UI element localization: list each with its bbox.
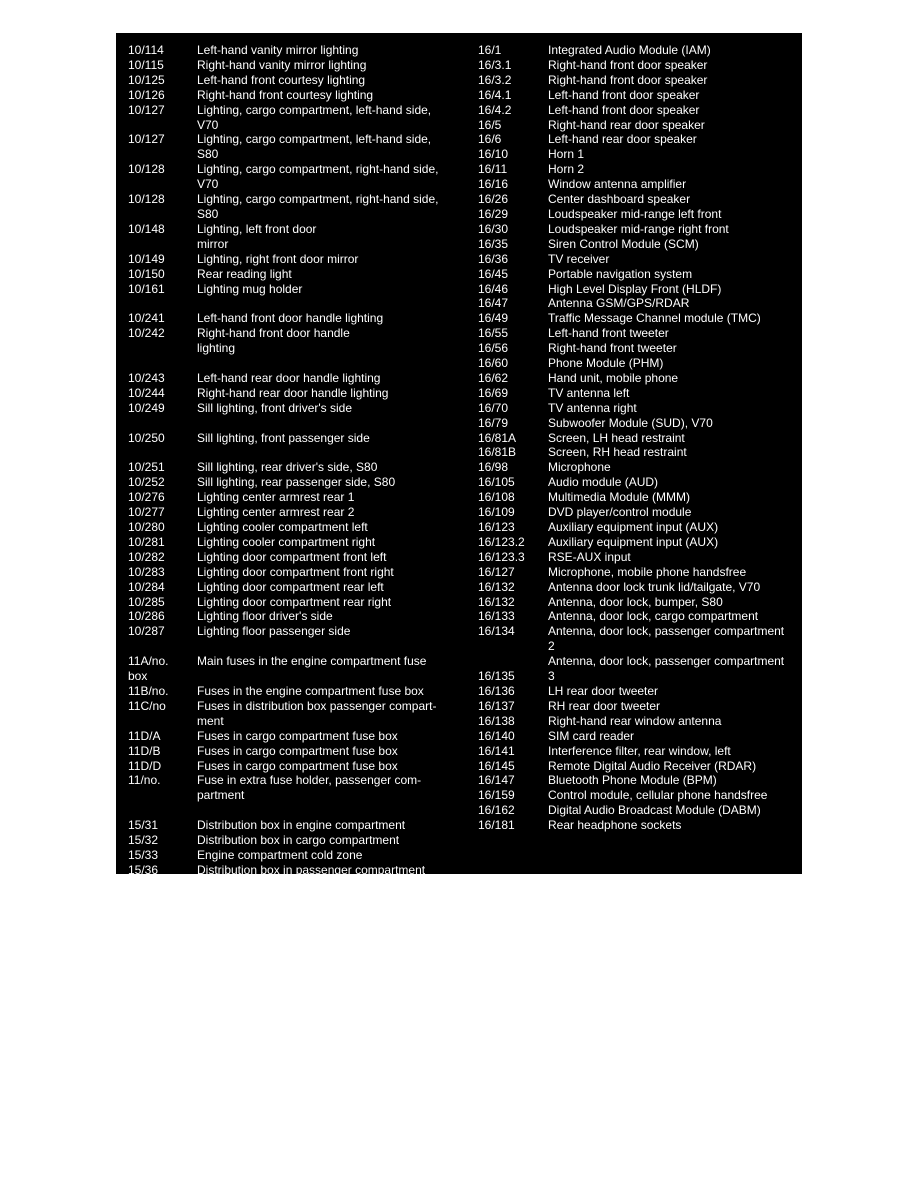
component-code: 16/181 bbox=[478, 818, 515, 833]
component-description: Lighting door compartment rear left bbox=[197, 579, 384, 594]
component-description: DVD player/control module bbox=[548, 505, 692, 520]
component-code: 16/5 bbox=[478, 117, 502, 132]
component-row bbox=[478, 341, 798, 356]
component-code: 16/145 bbox=[478, 758, 515, 773]
component-code: 16/56 bbox=[478, 341, 509, 356]
component-code: 10/114 bbox=[128, 43, 164, 57]
component-row bbox=[128, 43, 458, 58]
component-code: 10/280 bbox=[128, 520, 165, 534]
component-row bbox=[128, 773, 458, 818]
component-description: Antenna, door lock, bumper, S80 bbox=[548, 594, 723, 609]
component-description: Left-hand rear door speaker bbox=[548, 132, 697, 147]
component-row bbox=[478, 460, 798, 475]
component-row bbox=[478, 803, 798, 818]
component-description: Interference filter, rear window, left bbox=[548, 743, 731, 758]
component-description: Horn 2 bbox=[548, 162, 585, 177]
component-code: 16/36 bbox=[478, 251, 509, 266]
component-description: Lighting cooler compartment right bbox=[197, 534, 376, 549]
component-row bbox=[478, 535, 798, 550]
component-code: 10/243 bbox=[128, 370, 165, 385]
component-code: 10/125 bbox=[128, 72, 165, 87]
component-row bbox=[478, 326, 798, 341]
component-row bbox=[128, 818, 458, 833]
component-code: 10/127 bbox=[128, 102, 165, 117]
component-code: 16/60 bbox=[478, 356, 509, 371]
component-description: Lighting, cargo compartment, left-hand side, V70 bbox=[197, 102, 432, 132]
component-code: 10/287 bbox=[128, 624, 165, 639]
component-row bbox=[128, 550, 458, 565]
component-code: 15/31 bbox=[128, 818, 159, 833]
component-description: Remote Digital Audio Receiver (RDAR) bbox=[548, 758, 757, 773]
component-description: Antenna, door lock, cargo compartment bbox=[548, 609, 759, 624]
component-code: 16/6 bbox=[478, 132, 502, 147]
component-description: Lighting floor passenger side bbox=[197, 624, 351, 639]
component-description: Lighting center armrest rear 2 bbox=[197, 505, 355, 520]
component-code: 10/252 bbox=[128, 475, 165, 490]
component-row bbox=[478, 43, 798, 58]
component-code: 10/284 bbox=[128, 579, 165, 594]
component-row bbox=[128, 684, 458, 699]
component-code: 10/128 bbox=[128, 192, 165, 207]
component-description: Traffic Message Channel module (TMC) bbox=[548, 311, 761, 326]
component-row bbox=[128, 58, 458, 73]
component-code: 11C/no bbox=[128, 698, 166, 713]
component-code: 10/161 bbox=[128, 281, 165, 296]
component-description: Bluetooth Phone Module (BPM) bbox=[548, 773, 717, 788]
component-row bbox=[478, 58, 798, 73]
component-row bbox=[128, 535, 458, 550]
component-description: Microphone, mobile phone handsfree bbox=[548, 564, 747, 579]
component-description: Microphone bbox=[548, 460, 611, 475]
component-description: TV antenna right bbox=[548, 400, 637, 415]
component-row bbox=[478, 788, 798, 803]
component-row bbox=[478, 818, 798, 833]
component-row bbox=[128, 222, 458, 252]
component-row bbox=[478, 505, 798, 520]
component-code: 11A/no. box bbox=[128, 654, 169, 684]
component-code: 16/35 bbox=[478, 236, 509, 251]
component-code: 10/242 bbox=[128, 326, 165, 341]
component-code: 16/123.2 bbox=[478, 534, 525, 549]
component-description: Left-hand rear door handle lighting bbox=[197, 370, 381, 385]
component-row bbox=[128, 580, 458, 595]
component-row bbox=[128, 699, 458, 729]
component-row bbox=[478, 132, 798, 147]
component-code: 10/283 bbox=[128, 564, 165, 579]
component-code: 16/11 bbox=[478, 162, 508, 177]
component-code: 16/137 bbox=[478, 698, 515, 713]
component-row bbox=[128, 282, 458, 312]
component-description: Auxiliary equipment input (AUX) bbox=[548, 534, 719, 549]
component-description: LH rear door tweeter bbox=[548, 683, 659, 698]
component-description: Fuse in extra fuse holder, passenger com- partment bbox=[197, 773, 422, 803]
component-code: 16/1 bbox=[478, 43, 502, 57]
component-code: 11B/no. bbox=[128, 683, 169, 698]
component-row bbox=[478, 416, 798, 431]
component-description: Control module, cellular phone handsfree bbox=[548, 788, 768, 803]
component-description: Fuses in the engine compartment fuse box bbox=[197, 683, 424, 698]
component-row bbox=[478, 580, 798, 595]
component-code: 16/70 bbox=[478, 400, 509, 415]
component-code: 16/10 bbox=[478, 147, 509, 162]
component-code: 16/55 bbox=[478, 326, 509, 341]
component-row bbox=[478, 445, 798, 460]
component-code: 10/127 bbox=[128, 132, 165, 147]
component-code: 16/46 bbox=[478, 281, 509, 296]
component-description: RSE-AUX input bbox=[548, 549, 631, 564]
component-row bbox=[478, 431, 798, 446]
component-code: 16/109 bbox=[478, 505, 515, 520]
component-code: 10/150 bbox=[128, 266, 165, 281]
component-row bbox=[128, 833, 458, 848]
component-code: 16/127 bbox=[478, 564, 515, 579]
component-code: 11D/D bbox=[128, 758, 162, 773]
component-row bbox=[478, 207, 798, 222]
component-description: Distribution box in engine compartment bbox=[197, 818, 406, 833]
left-component-column bbox=[128, 43, 458, 878]
component-code: 16/29 bbox=[478, 206, 509, 221]
component-description: Auxiliary equipment input (AUX) bbox=[548, 520, 719, 534]
component-row bbox=[128, 490, 458, 505]
component-description: Sill lighting, front passenger side bbox=[197, 430, 370, 445]
component-description: Distribution box in passenger compartment bbox=[197, 862, 426, 877]
component-row bbox=[128, 565, 458, 580]
component-row bbox=[128, 624, 458, 654]
component-description: Right-hand front door handle lighting bbox=[197, 326, 350, 356]
component-code: 11/no. bbox=[128, 773, 161, 788]
component-row bbox=[128, 311, 458, 326]
component-code: 16/45 bbox=[478, 266, 509, 281]
component-code: 10/277 bbox=[128, 505, 165, 520]
component-row bbox=[128, 103, 458, 133]
component-description: Screen, RH head restraint bbox=[548, 445, 687, 460]
component-row bbox=[128, 759, 458, 774]
component-description: Phone Module (PHM) bbox=[548, 356, 664, 371]
component-description: Left-hand front courtesy lighting bbox=[197, 72, 366, 87]
component-description: Right-hand front courtesy lighting bbox=[197, 87, 374, 102]
component-row bbox=[478, 759, 798, 774]
component-code: 16/3.2 bbox=[478, 72, 512, 87]
component-row bbox=[478, 699, 798, 714]
component-code: 16/3.1 bbox=[478, 57, 512, 72]
component-description: Sill lighting, rear passenger side, S80 bbox=[197, 475, 396, 490]
component-code: 16/16 bbox=[478, 177, 509, 192]
component-code: 10/249 bbox=[128, 400, 165, 415]
component-code: 10/282 bbox=[128, 549, 165, 564]
component-row bbox=[478, 311, 798, 326]
component-code: 16/138 bbox=[478, 713, 515, 728]
component-code: 16/133 bbox=[478, 609, 515, 624]
component-description: Multimedia Module (MMM) bbox=[548, 490, 691, 505]
component-code: 10/281 bbox=[128, 534, 165, 549]
component-description: Left-hand front door handle lighting bbox=[197, 311, 384, 326]
component-row bbox=[128, 132, 458, 162]
component-code: 16/132 bbox=[478, 579, 515, 594]
component-code: 10/128 bbox=[128, 162, 165, 177]
component-description: Center dashboard speaker bbox=[548, 192, 691, 207]
component-row bbox=[478, 103, 798, 118]
component-description: Lighting, cargo compartment, left-hand side, S80 bbox=[197, 132, 432, 162]
component-code: 10/250 bbox=[128, 430, 165, 445]
component-row bbox=[478, 162, 798, 177]
component-row bbox=[128, 88, 458, 103]
component-row bbox=[128, 192, 458, 222]
component-code: 10/286 bbox=[128, 609, 165, 624]
component-code: 16/69 bbox=[478, 385, 509, 400]
component-row bbox=[128, 654, 458, 684]
component-code: 15/32 bbox=[128, 833, 159, 848]
component-description: TV antenna left bbox=[548, 385, 630, 400]
component-code: 16/132 bbox=[478, 594, 515, 609]
component-row bbox=[478, 401, 798, 416]
component-code: 10/251 bbox=[128, 460, 165, 475]
component-code: 10/285 bbox=[128, 594, 165, 609]
component-description: Subwoofer Module (SUD), V70 bbox=[548, 415, 713, 430]
component-code: 16/105 bbox=[478, 475, 515, 490]
component-row bbox=[128, 848, 458, 863]
component-description: SIM card reader bbox=[548, 728, 635, 743]
component-description: Lighting, cargo compartment, right-hand side, S80 bbox=[197, 192, 439, 221]
component-code: 16/81B bbox=[478, 445, 517, 460]
component-code: 16/79 bbox=[478, 415, 509, 430]
component-description: Siren Control Module (SCM) bbox=[548, 236, 699, 251]
component-row bbox=[478, 192, 798, 207]
component-code: 16/4.1 bbox=[478, 87, 512, 102]
component-description: Right-hand front door speaker bbox=[548, 72, 708, 87]
component-description: Right-hand rear door speaker bbox=[548, 117, 705, 132]
component-code: 16/62 bbox=[478, 370, 509, 385]
component-code: 16/140 bbox=[478, 728, 515, 743]
component-code: 16/141 bbox=[478, 743, 515, 758]
component-description: Lighting, cargo compartment, right-hand side, V70 bbox=[197, 162, 439, 192]
component-description: Antenna, door lock, passenger compartment 3 bbox=[548, 654, 785, 684]
component-list-panel bbox=[116, 33, 802, 877]
component-row bbox=[128, 609, 458, 624]
component-row bbox=[128, 401, 458, 431]
component-description: Integrated Audio Module (IAM) bbox=[548, 43, 711, 57]
component-row bbox=[128, 863, 458, 878]
component-row bbox=[478, 222, 798, 237]
component-code: 16/123 bbox=[478, 520, 515, 534]
component-description: Fuses in distribution box passenger compart- ment bbox=[197, 698, 437, 728]
component-description: Hand unit, mobile phone bbox=[548, 370, 679, 385]
component-row bbox=[478, 714, 798, 729]
component-row bbox=[128, 505, 458, 520]
component-row bbox=[128, 371, 458, 386]
component-row bbox=[478, 684, 798, 699]
component-description: Main fuses in the engine compartment fuse bbox=[197, 654, 427, 669]
component-code: 16/108 bbox=[478, 490, 515, 505]
component-description: Rear headphone sockets bbox=[548, 818, 682, 833]
component-description: Fuses in cargo compartment fuse box bbox=[197, 728, 398, 743]
component-description: Lighting, left front door mirror bbox=[197, 221, 317, 251]
component-description: Engine compartment cold zone bbox=[197, 847, 363, 862]
component-description: Fuses in cargo compartment fuse box bbox=[197, 743, 398, 758]
component-code: 10/148 bbox=[128, 221, 165, 236]
component-code: 16/49 bbox=[478, 311, 509, 326]
component-row bbox=[478, 73, 798, 88]
component-description: Screen, LH head restraint bbox=[548, 430, 685, 445]
component-description: Lighting mug holder bbox=[197, 281, 303, 296]
component-row bbox=[478, 520, 798, 535]
component-row bbox=[128, 744, 458, 759]
component-description: RH rear door tweeter bbox=[548, 698, 661, 713]
component-row bbox=[478, 386, 798, 401]
component-row bbox=[478, 609, 798, 624]
component-row bbox=[478, 595, 798, 610]
component-row bbox=[478, 177, 798, 192]
component-description: Horn 1 bbox=[548, 147, 585, 162]
component-row bbox=[128, 252, 458, 267]
component-description: Lighting cooler compartment left bbox=[197, 520, 368, 534]
component-code: 16/26 bbox=[478, 192, 509, 207]
component-description: Lighting door compartment front left bbox=[197, 549, 387, 564]
component-description: Sill lighting, rear driver's side, S80 bbox=[197, 460, 378, 475]
component-description: Right-hand front door speaker bbox=[548, 57, 708, 72]
component-description: Left-hand front door speaker bbox=[548, 87, 700, 102]
component-row bbox=[128, 595, 458, 610]
component-description: Lighting center armrest rear 1 bbox=[197, 490, 355, 505]
component-row bbox=[478, 490, 798, 505]
component-code: 15/33 bbox=[128, 847, 159, 862]
component-code: 16/136 bbox=[478, 683, 515, 698]
component-code: 16/147 bbox=[478, 773, 515, 788]
component-row bbox=[128, 520, 458, 535]
component-code: 10/149 bbox=[128, 251, 165, 266]
component-code: 16/98 bbox=[478, 460, 509, 475]
component-code: 16/47 bbox=[478, 296, 509, 311]
component-row bbox=[478, 371, 798, 386]
component-row bbox=[128, 729, 458, 744]
component-row bbox=[478, 565, 798, 580]
component-row bbox=[478, 118, 798, 133]
component-row bbox=[478, 147, 798, 162]
component-code: 16/30 bbox=[478, 221, 509, 236]
component-row bbox=[128, 326, 458, 371]
component-code: 16/134 bbox=[478, 624, 515, 639]
component-row bbox=[478, 475, 798, 490]
component-description: Left-hand front door speaker bbox=[548, 102, 700, 117]
component-description: Sill lighting, front driver's side bbox=[197, 400, 353, 415]
component-description: TV receiver bbox=[548, 251, 610, 266]
component-description: Right-hand rear window antenna bbox=[548, 713, 722, 728]
component-row bbox=[478, 729, 798, 744]
component-row bbox=[128, 267, 458, 282]
component-code: 11D/A bbox=[128, 728, 161, 743]
component-code: 10/276 bbox=[128, 490, 165, 505]
component-code: 10/241 bbox=[128, 311, 165, 326]
component-row bbox=[478, 237, 798, 252]
component-description: Right-hand front tweeter bbox=[548, 341, 677, 356]
component-row bbox=[478, 744, 798, 759]
component-code: 16/159 bbox=[478, 788, 515, 803]
component-description: Loudspeaker mid-range left front bbox=[548, 206, 722, 221]
component-description: Audio module (AUD) bbox=[548, 475, 659, 490]
component-row bbox=[478, 296, 798, 311]
component-description: Lighting floor driver's side bbox=[197, 609, 333, 624]
component-row bbox=[128, 460, 458, 475]
component-description: Antenna GSM/GPS/RDAR bbox=[548, 296, 690, 311]
component-description: High Level Display Front (HLDF) bbox=[548, 281, 722, 296]
component-description: Lighting door compartment rear right bbox=[197, 594, 392, 609]
component-description: Loudspeaker mid-range right front bbox=[548, 221, 729, 236]
component-description: Rear reading light bbox=[197, 266, 292, 281]
component-code: 16/123.3 bbox=[478, 549, 525, 564]
component-description: Lighting door compartment front right bbox=[197, 564, 394, 579]
component-row bbox=[478, 624, 798, 654]
component-description: Antenna door lock trunk lid/tailgate, V70 bbox=[548, 579, 761, 594]
component-description: Left-hand vanity mirror lighting bbox=[197, 43, 359, 57]
component-row bbox=[478, 252, 798, 267]
component-row bbox=[478, 773, 798, 788]
component-description: Digital Audio Broadcast Module (DABM) bbox=[548, 803, 761, 818]
component-row bbox=[478, 88, 798, 103]
component-row bbox=[478, 356, 798, 371]
component-row bbox=[128, 73, 458, 88]
component-code: 16/135 bbox=[478, 669, 515, 684]
component-row bbox=[128, 162, 458, 192]
component-code: 10/115 bbox=[128, 57, 164, 72]
component-description: Window antenna amplifier bbox=[548, 177, 687, 192]
component-row bbox=[478, 267, 798, 282]
component-code: 15/36 bbox=[128, 862, 159, 877]
component-code: 16/4.2 bbox=[478, 102, 512, 117]
component-row bbox=[128, 431, 458, 461]
component-code: 10/126 bbox=[128, 87, 165, 102]
component-description: Right-hand vanity mirror lighting bbox=[197, 57, 367, 72]
component-row bbox=[478, 282, 798, 297]
component-description: Right-hand rear door handle lighting bbox=[197, 385, 389, 400]
component-description: Distribution box in cargo compartment bbox=[197, 833, 400, 848]
component-code: 16/81A bbox=[478, 430, 517, 445]
component-row bbox=[478, 550, 798, 565]
component-code: 11D/B bbox=[128, 743, 161, 758]
component-row bbox=[128, 475, 458, 490]
component-row bbox=[128, 386, 458, 401]
component-description: Fuses in cargo compartment fuse box bbox=[197, 758, 398, 773]
component-description: Portable navigation system bbox=[548, 266, 693, 281]
right-component-column bbox=[478, 43, 798, 833]
component-code: 10/244 bbox=[128, 385, 165, 400]
component-description: Antenna, door lock, passenger compartment 2 bbox=[548, 624, 785, 654]
component-code: 16/162 bbox=[478, 803, 515, 818]
component-description: Left-hand front tweeter bbox=[548, 326, 669, 341]
component-row bbox=[478, 654, 798, 684]
component-description: Lighting, right front door mirror bbox=[197, 251, 359, 266]
